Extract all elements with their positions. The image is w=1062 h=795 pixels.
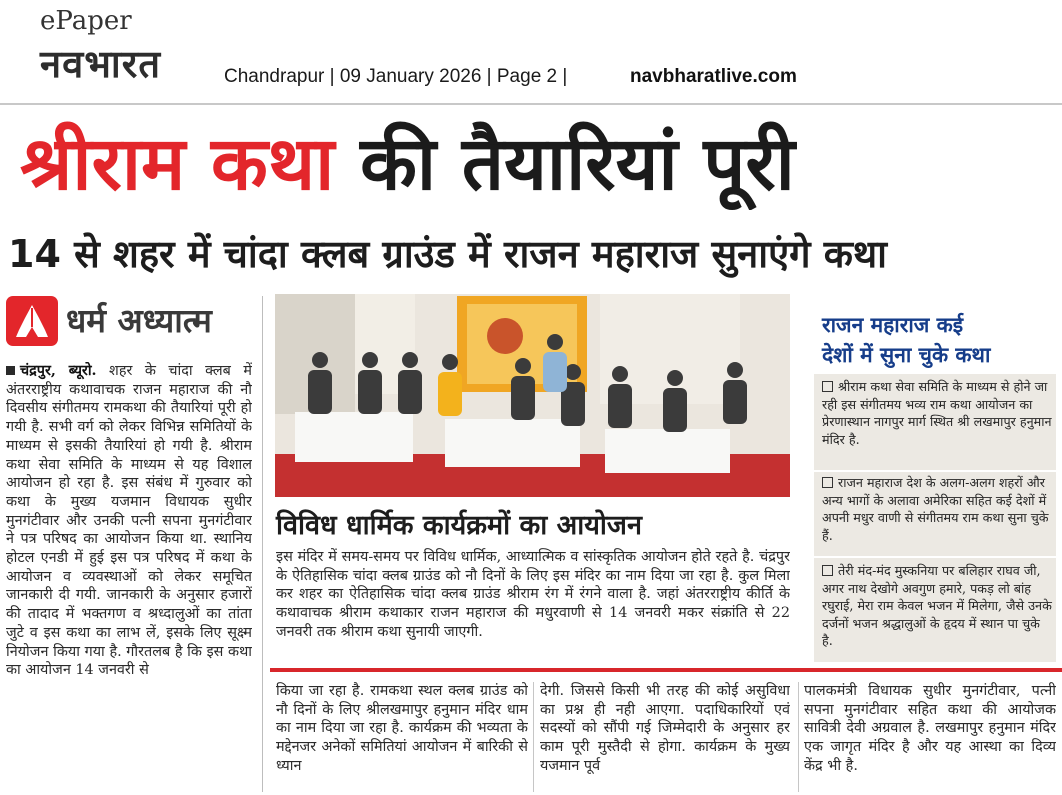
section-label: धर्म अध्यात्म <box>66 301 212 340</box>
praying-hands-icon <box>6 296 58 346</box>
column-divider <box>533 682 534 792</box>
website-link[interactable]: navbharatlive.com <box>630 66 797 87</box>
dateline: चंद्रपुर, ब्यूरो. <box>20 362 97 379</box>
headline-rest: की तैयारियां पूरी <box>360 121 795 207</box>
section-heading: विविध धार्मिक कार्यक्रमों का आयोजन <box>276 510 642 541</box>
sidebar-separator <box>814 470 1056 472</box>
sidebar-item-text: श्रीराम कथा सेवा समिति के माध्यम से होने जा रही इस संगीतमय भव्य राम कथा आयोजन का प्रेरणास्थान नागपुर मार्ग स्थित श्री लखमापुर हनुमान मंदिर है. <box>822 379 1052 447</box>
bullet-square <box>6 366 15 375</box>
sidebar-title <box>822 310 990 370</box>
sidebar-item-text: तेरी मंद-मंद मुस्कनिया पर बलिहार राघव जी, अगर नाथ देखोगे अवगुण हमारे, पकड़ लो बांह रघुराई, मेरा राम केवल भजन में मिलेगा, जैसे उनके दर्जनों भजन श्रद्धालुओं के हृदय में स्थान पा चुके है. <box>822 563 1052 649</box>
story-column-2: किया जा रहा है. रामकथा स्थल क्लब ग्राउंड को नौ दिनों के लिए श्रीलखमापुर हनुमान मंदिर धाम का नाम दिया जा रहा है. कार्यक्रम की भव्यता के मद्देनजर अनेकों समितियां आयोजन में बारिकी से ध्यान <box>276 683 528 774</box>
headline-highlight: श्रीराम कथा <box>20 121 335 207</box>
bullet-box-icon <box>822 565 833 576</box>
story-column-4: पालकमंत्री विधायक सुधीर मुनगंटीवार, पत्नी सपना मुनगंटीवार सहित कथा की आयोजक सावित्री देवी अग्रवाल है. लखमापुर हनुमान मंदिर एक जागृत मंदिर है और यह आस्था का दिव्य केंद्र भी है. <box>804 683 1056 774</box>
section-body: इस मंदिर में समय-समय पर विविध धार्मिक, आध्यात्मिक व सांस्कृतिक आयोजन होते रहते है. चंद्रपुर के ऐतिहासिक चांदा क्लब ग्राउंड को नौ दिनों के लिए इस मंदिर का नाम दिया जा रहा है. कुल मिला कर शहर का ऐतिहासिक चांदा क्लब ग्राउंड श्रीराम रंग में रंगने वाला है. जहां अंतरराष्ट्रीय कीर्ति के कथावाचक श्रीराम कथाकार राजन महाराज की मधुरवाणी से 14 जनवरी मकर संक्रांति से 22 जनवरी तक श्रीराम कथा सुनायी जाएगी. <box>276 549 790 640</box>
sub-headline: 14 से शहर में चांदा क्लब ग्राउंड में राजन महाराज सुनाएंगे कथा <box>8 232 888 276</box>
sidebar-item <box>822 378 1054 470</box>
red-divider <box>270 668 1062 672</box>
bullet-box-icon <box>822 477 833 488</box>
newspaper-logo: नवभारत <box>40 42 161 86</box>
sidebar-title-line1: राजन महाराज कई <box>822 313 964 337</box>
sidebar-title-line2: देशों में सुना चुके कथा <box>822 343 991 367</box>
sidebar-item <box>822 474 1054 548</box>
main-headline <box>20 118 1050 210</box>
sidebar-separator <box>814 556 1056 558</box>
press-conference-photo <box>275 294 790 497</box>
sidebar-item <box>822 562 1054 662</box>
sidebar-item-text: राजन महाराज देश के अलग-अलग शहरों और अन्य भागों के अलावा अमेरिका सहित कई देशों में अपनी मधुर वाणी से संगीतमय राम कथा सुना चुके हैं. <box>822 475 1049 543</box>
column-divider <box>262 296 263 792</box>
story-column-3: देगी. जिससे किसी भी तरह की कोई असुविधा का प्रश्न ही नही आएगा. पदाधिकारियों एवं सदस्यों को सौंपी गई जिम्मेदारी के अनुसार हर काम पूरी मुस्तैदी से होगा. कार्यक्रम के मुख्य यजमान पूर्व <box>540 683 790 774</box>
edition-info: Chandrapur | 09 January 2026 | Page 2 | <box>224 66 568 87</box>
epaper-label: ePaper <box>40 6 132 36</box>
story-text-1: शहर के चांदा क्लब में अंतरराष्ट्रीय कथावाचक राजन महाराज की नौ दिवसीय संगीतमय रामकथा की तैयारियां पूरी हो गयी है. सभी वर्ग को लेकर विभिन्न समितियों के माध्यम से इसकी तैयारियां हो गयी है. श्रीराम कथा सेवा समिति के माध्यम से यह विशाल आयोजन हो रहा है. इस संबंध में गुरुवार को कथा के मुख्य यजमान विधायक सुधीर मुनगंटीवार और उनकी पत्नी सपना मुनगंटीवार ने पत्र परिषद का आयोजन किया था. स्थानिय होटल एनडी में हुई इस पत्र परिषद में कथा के आयोजन व व्यवस्थाओं को लेकर समूचित जानकारी दी गयी. जानकारी के अनुसार हजारों की तादाद में भक्तगण व श्रध्दालुओं का तांता जुटे व इस कथा का लाभ लें, इसके लिए सूक्ष्म नियोजन किया गया है. गौरतलब है कि इस कथा का आयोजन 14 जनवरी से <box>6 363 252 679</box>
masthead-divider <box>0 103 1062 105</box>
story-column-1 <box>6 362 252 792</box>
column-divider <box>798 682 799 792</box>
bullet-box-icon <box>822 381 833 392</box>
